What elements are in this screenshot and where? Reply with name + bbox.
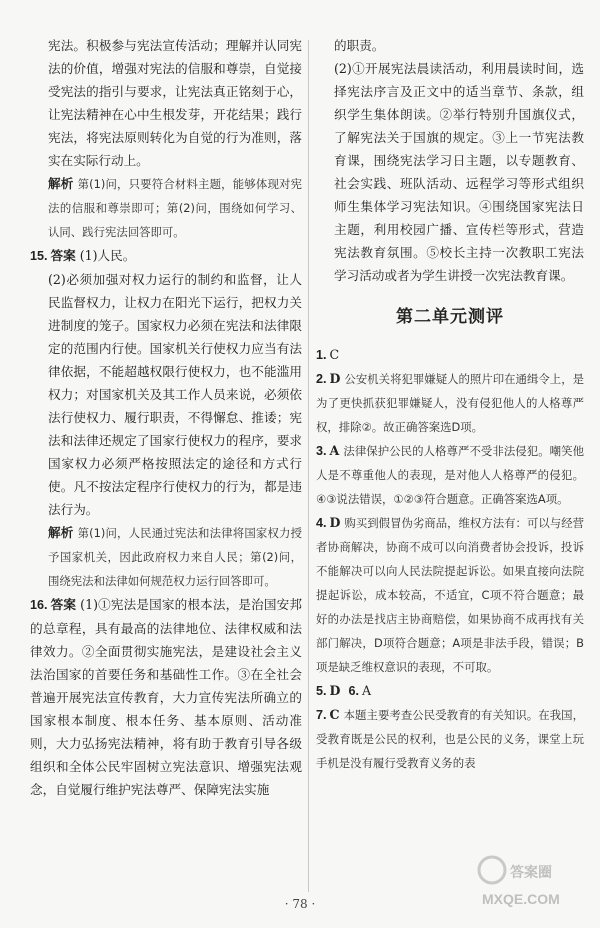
analysis-label: 解析 bbox=[48, 176, 74, 191]
answer-choice: D bbox=[329, 683, 341, 698]
column-divider bbox=[308, 40, 309, 892]
answer-item-4 bbox=[316, 511, 584, 679]
answer-choice: A bbox=[329, 443, 340, 458]
answer-choice: C bbox=[329, 347, 340, 362]
right-column bbox=[316, 34, 584, 775]
question-number: 1. bbox=[316, 348, 327, 362]
question-number: 16. bbox=[30, 598, 48, 612]
answer-item-5-6 bbox=[316, 679, 584, 703]
question-number: 2. bbox=[316, 372, 327, 386]
answer-explanation: 法律保护公民的人格尊严不受非法侵犯。嘲笑他人是不尊重他人的表现，是对他人人格尊严的侵犯。④③说法错误，①②③符合题意。正确答案选A项。 bbox=[316, 444, 584, 506]
question-number: 7. bbox=[316, 708, 327, 722]
q15-part2: (2)必须加强对权力运行的制约和监督，让人民监督权力，让权力在阳光下运行，把权力关进制度的笼子。国家权力必须在宪法和法律限定的范围内行使。国家机关行使权力应当有法律依据，不能超越权限行使权力，也不能滥用权力；对国家机关及其工作人员来说，必须依法行使权力、履行职责，不得懈怠、推诿；宪法和法律还规定了国家行使权力的程序，要求国家权力必须严格按照法定的途径和方式行使。凡不按法定程序行使权力的行为，都是违法行为。 bbox=[48, 272, 302, 517]
answer-label: 答案 bbox=[50, 248, 76, 263]
watermark-line2: MXQE.COM bbox=[482, 891, 560, 907]
question-number: 3. bbox=[316, 444, 327, 458]
q16-answer bbox=[30, 593, 302, 801]
answer-item-1 bbox=[316, 343, 584, 367]
analysis-label: 解析 bbox=[48, 525, 74, 540]
answer-choice: A bbox=[361, 683, 372, 698]
page-dot-right: · bbox=[311, 897, 316, 911]
answer-choice: C bbox=[329, 707, 340, 722]
answer-explanation: 公安机关将犯罪嫌疑人的照片印在通缉令上，是为了更快抓获犯罪嫌疑人，没有侵犯他人的人格尊严权，排除②。故正确答案选D项。 bbox=[316, 372, 584, 434]
q16-continuation: 的职责。 bbox=[334, 38, 385, 53]
answer-item-2 bbox=[316, 367, 584, 439]
section-title: 第二单元测评 bbox=[396, 307, 504, 327]
answer-item-7 bbox=[316, 703, 584, 775]
analysis-text: 第(1)问，人民通过宪法和法律将国家权力授予国家机关，因此政府权力来自人民；第(2)问，围绕宪法和法律如何规范权力运行回答即可。 bbox=[48, 526, 303, 588]
answer-explanation: 本题主要考查公民受教育的有关知识。在我国，受教育既是公民的权利，也是公民的义务，课堂上玩手机是没有履行受教育义务的表 bbox=[316, 708, 584, 770]
answer-label: 答案 bbox=[50, 597, 77, 612]
q16-part2: (2)①开展宪法晨读活动，利用晨读时间，选择宪法序言及正文中的适当章节、条款，组织学生集体朗读。②举行特别升国旗仪式，了解宪法关于国旗的规定。③上一节宪法教育课，围绕宪法学习日主题，以专题教育、社会实践、班队活动、远程学习等形式组织师生集体学习宪法知识。④围绕国家宪法日主题，利用校园广播、宣传栏等形式，营造宪法教育氛围。⑤校长主持一次教职工宪法学习活动或者为学生讲授一次宪法教育课。 bbox=[334, 61, 584, 283]
q15-analysis bbox=[30, 521, 302, 593]
question-number: 6. bbox=[348, 684, 359, 698]
analysis-text: 第(1)问，只要符合材料主题，能够体现对宪法的信服和尊崇即可；第(2)问，围绕如何学习、认同、践行宪法回答即可。 bbox=[48, 177, 303, 239]
q14-analysis bbox=[30, 172, 302, 244]
q14-answer-continuation: 宪法。积极参与宪法宣传活动；理解并认同宪法的价值，增强对宪法的信服和尊崇，自觉接受宪法的指引与要求，让宪法真正铭刻于心，让宪法精神在心中生根发芽，开花结果；践行宪法，将宪法原则转化为自觉的行为准则，落实在实际行动上。 bbox=[48, 38, 302, 168]
question-number: 15. bbox=[30, 249, 48, 263]
answer-choice: D bbox=[329, 371, 341, 386]
page-dot-left: · bbox=[284, 897, 289, 911]
q15-answer bbox=[30, 244, 302, 268]
watermark-logo bbox=[474, 848, 586, 912]
answer-explanation: 购买到假冒伪劣商品，维权方法有：可以与经营者协商解决，协商不成可以向消费者协会投诉，投诉不能解决可以向人民法院提起诉讼。如果直接向法院提起诉讼，成本较高，不适宜，C项不符合题意；最好的办法是找店主协商赔偿，如果协商不成再找有关部门解决，D项符合题意；A项是非法手段，错误；B项是缺乏维权意识的表现，不可取。 bbox=[316, 516, 584, 674]
page-number-value: 78 bbox=[292, 897, 308, 911]
watermark-ring-icon bbox=[479, 857, 505, 883]
q15-part1: (1)人民。 bbox=[79, 248, 136, 263]
question-number: 4. bbox=[316, 516, 327, 530]
watermark-line1: 答案圈 bbox=[510, 864, 552, 880]
left-column bbox=[30, 34, 302, 801]
q16-text: (1)①宪法是国家的根本法，是治国安邦的总章程，具有最高的法律地位、法律权威和法律效力。②全面贯彻实施宪法，是建设社会主义法治国家的首要任务和基础性工作。③在全社会普遍开展宪法宣传教育，大力宣传宪法所确立的国家根本制度、根本任务、基本原则、活动准则，大力弘扬宪法精神，将有助于教育引导各级组织和全体公民牢固树立宪法意识、增强宪法观念，自觉履行维护宪法尊严、保障宪法实施 bbox=[30, 597, 302, 797]
question-number: 5. bbox=[316, 684, 327, 698]
answer-choice: D bbox=[329, 515, 341, 530]
answer-item-3 bbox=[316, 439, 584, 511]
